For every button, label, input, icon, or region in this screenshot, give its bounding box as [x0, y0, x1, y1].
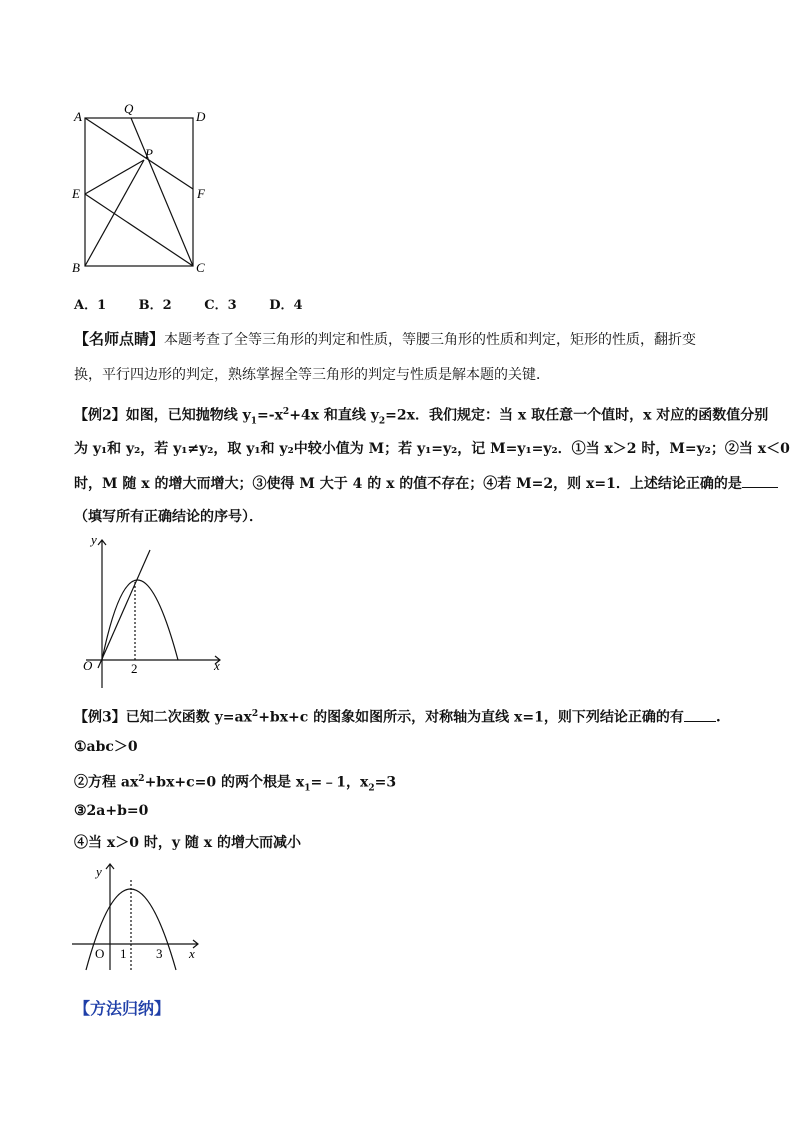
example2-text-b: =-x: [257, 407, 283, 424]
y-label: y: [91, 532, 97, 547]
segment-ec: [85, 194, 193, 266]
answer-choices: [74, 294, 329, 313]
example2-text-a: 如图，已知抛物线 y: [125, 407, 251, 424]
choice-a: A．1: [74, 298, 107, 313]
segment-ap-f: [85, 118, 193, 189]
sub-1-a: 1: [250, 416, 258, 427]
period: .: [715, 709, 721, 726]
choice-b: B．2: [138, 298, 172, 313]
item2-text-a: ②方程 ax: [74, 774, 139, 791]
rectangle-geometry-figure: [60, 98, 220, 283]
example2-line2: 为 y₁和 y₂，若 y₁≠y₂，取 y₁和 y₂中较小值为 M；若 y₁=y₂，记 M=y₁=y₂．①当 x＞2 时，M=y₂；②当 x＜0: [74, 441, 790, 457]
tick-3-label: 3: [156, 946, 163, 961]
answer-blank-example3[interactable]: [684, 709, 716, 722]
rectangle-abcd: [85, 118, 193, 266]
parabola-curve: [102, 580, 178, 660]
example2-text-3: 时，M 随 x 的增大而增大；③使得 M 大于 4 的 x 的值不存在；④若 M=2，则 x=1．上述结论正确的是: [74, 476, 742, 492]
example2-line3: [74, 475, 778, 493]
origin-label: O: [95, 946, 105, 961]
x-label: x: [189, 946, 195, 961]
segment-qpc: [131, 118, 193, 266]
x-label: x: [214, 658, 220, 673]
y-label: y: [96, 864, 102, 879]
item2-text-c: =﹣1，x: [310, 774, 369, 791]
sup-2-a: 2: [282, 407, 290, 417]
example3-line1: [74, 705, 721, 727]
tick-1-label: 1: [120, 946, 127, 961]
label-q: Q: [124, 101, 134, 116]
tick-2-label: 2: [131, 661, 138, 676]
example3-label: 【例3】: [74, 709, 126, 726]
label-e: E: [72, 186, 80, 201]
segment-bp: [85, 160, 144, 266]
label-d: D: [196, 109, 206, 124]
teacher-note-line1: [74, 330, 696, 349]
choice-d: D．4: [269, 298, 303, 313]
origin-label: O: [83, 658, 93, 673]
example3-item1: ①abc＞0: [74, 739, 138, 755]
example2-text-c: +4x 和直线 y: [289, 407, 379, 424]
parabola-line-graph: [78, 530, 228, 692]
teacher-note-line2: 换，平行四边形的判定，熟练掌握全等三角形的判定与性质是解本题的关键．: [74, 367, 550, 383]
example3-item3: ③2a+b=0: [74, 803, 149, 819]
example3-text-a: 已知二次函数 y=ax: [125, 709, 252, 726]
example3-text-b: +bx+c 的图象如图所示，对称轴为直线 x=1，则下列结论正确的有: [258, 709, 684, 726]
item2-text-b: +bx+c=0 的两个根是 x: [144, 774, 305, 791]
line-y-2x: [98, 550, 150, 668]
sup-2-c: 2: [138, 774, 145, 784]
example2-line1: [74, 403, 768, 430]
teacher-note-label: 【名师点睛】: [74, 330, 165, 348]
label-a: A: [74, 109, 82, 124]
quadratic-graph: [70, 858, 205, 973]
sub-2-b: 2: [368, 783, 375, 794]
example3-item2: [74, 770, 396, 797]
example3-item4: ④当 x＞0 时，y 随 x 的增大而减小: [74, 835, 301, 851]
teacher-note-text1: 本题考查了全等三角形的判定和性质，等腰三角形的性质和判定，矩形的性质，翻折变: [164, 332, 697, 348]
sub-1-b: 1: [304, 783, 311, 794]
answer-blank-example2[interactable]: [742, 475, 778, 488]
sup-2-b: 2: [251, 709, 259, 719]
label-c: C: [196, 260, 205, 275]
example2-line4: （填写所有正确结论的序号）．: [74, 509, 263, 525]
label-f: F: [197, 186, 205, 201]
example2-text-d: =2x．我们规定：当 x 取任意一个值时，x 对应的函数值分别: [385, 407, 769, 424]
choice-c: C．3: [204, 298, 237, 313]
sub-2-a: 2: [378, 416, 386, 427]
label-b: B: [72, 260, 80, 275]
label-p: P: [145, 146, 153, 161]
item2-text-d: =3: [374, 774, 397, 791]
method-heading: 【方法归纳】: [74, 999, 171, 1018]
example2-label: 【例2】: [74, 407, 126, 424]
